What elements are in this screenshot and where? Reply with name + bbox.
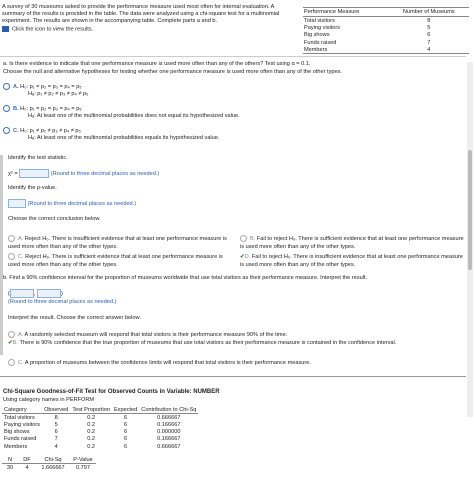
table-row xyxy=(2,414,198,422)
cell: Funds raised xyxy=(4,436,37,443)
option-letter: A. xyxy=(18,332,24,338)
output-summary-header-row xyxy=(2,456,96,464)
cell: 0.2 xyxy=(87,421,96,428)
intro-text: A survey of 30 museums asked to provide the performance measure used most often for internal evaluation. A summary of the results is provided in the table. The data were analyzed using a chi-square test for a multinomial experiment. The results are shown in the accompanying table. Complete parts a and b. xyxy=(2,4,280,25)
table-row xyxy=(303,17,469,25)
output-header-row xyxy=(2,406,198,414)
option-a-ha: Hₐ: p₁ ≠ p₂ ≠ p₃ ≠ p₄ ≠ p₅ xyxy=(28,91,89,97)
option-letter: A. xyxy=(18,236,24,242)
header-df: DF xyxy=(18,456,36,464)
radio-c[interactable] xyxy=(8,359,15,366)
cell: Total visitors xyxy=(4,414,35,421)
option-text: A proportion of museums between the confidence limits will respond that total visitors is their performance measure. xyxy=(24,360,311,366)
radio-c[interactable] xyxy=(8,253,15,260)
hypothesis-option-a[interactable] xyxy=(3,83,82,90)
output-summary-table xyxy=(2,456,96,471)
option-letter: D. xyxy=(244,254,251,260)
cell: 8 xyxy=(54,414,58,421)
cell: Big shows xyxy=(304,32,330,39)
chi-square-row xyxy=(8,169,159,178)
test-stat-label: Identify the test statistic. xyxy=(8,155,68,161)
option-letter: A. xyxy=(13,83,19,90)
cell: 8 xyxy=(427,17,431,24)
cell: 0.666667 xyxy=(157,414,181,421)
divider xyxy=(0,376,466,377)
hypotheses-instruction: Choose the null and alternative hypotheses for testing whether one performance measure is used more often than any of the other types. xyxy=(3,69,342,75)
conclusion-label: Choose the correct conclusion below. xyxy=(8,216,101,222)
table-row xyxy=(2,443,198,450)
cell: Paying visitors xyxy=(4,421,41,428)
conclusion-option-b[interactable] xyxy=(240,235,466,251)
scrollbar-thumb[interactable] xyxy=(468,150,472,270)
round-hint: (Round to three decimal places as needed.) xyxy=(27,200,137,207)
cell: 6 xyxy=(124,443,128,450)
option-h0: H₀: p₁ ≠ p₂ ≠ p₃ ≠ p₄ ≠ p₅ xyxy=(20,127,81,134)
radio-b[interactable] xyxy=(3,105,10,112)
problem-intro xyxy=(2,4,292,33)
option-letter: B. xyxy=(13,105,19,112)
cell: 0.2 xyxy=(87,414,96,421)
radio-a[interactable] xyxy=(3,83,10,90)
round-hint: (Round to three decimal places as needed.) xyxy=(50,170,160,177)
part-b-question: b. Find a 90% confidence interval for the proportion of museums worldwide that use total visitors as their performance measure. Interpret the result. xyxy=(3,275,368,281)
correct-check-icon: ✔ xyxy=(8,340,13,346)
output-subtitle: Using category names in PERFORM xyxy=(3,397,95,403)
option-text: There is 90% confidence that the true proportion of museums that use total visitors as their performance measure is contained in the confidence interval. xyxy=(19,340,397,346)
cell: 6 xyxy=(124,421,128,428)
chi-label: χ² = xyxy=(8,170,18,177)
option-c-ha: Hₐ: At least one of the multinomial probabilities equals its hypothesized value. xyxy=(28,135,220,141)
pvalue-input[interactable] xyxy=(8,199,26,208)
option-b-ha: Hₐ: At least one of the multinomial probabilities does not equal its hypothesized value. xyxy=(28,113,240,119)
hypothesis-option-b[interactable] xyxy=(3,105,82,112)
table-row xyxy=(303,39,469,46)
table-row xyxy=(303,24,469,31)
header-observed: Observed xyxy=(44,406,69,413)
cell: 7 xyxy=(427,39,431,46)
option-text: Reject H₀. There is insufficient evidence that at least one performance measure is used more often than any of the other types. xyxy=(8,236,227,250)
cell: 0.2 xyxy=(87,443,96,450)
interval-round-hint: (Round to three decimal places as needed.) xyxy=(8,299,117,305)
conclusion-option-a[interactable] xyxy=(8,235,236,251)
header-count: Number of Museums xyxy=(389,8,469,17)
interval-upper-input[interactable] xyxy=(37,289,61,298)
summary-table xyxy=(303,7,469,54)
header-category: Category xyxy=(2,406,42,414)
cell: Members xyxy=(303,46,389,54)
table-row xyxy=(2,464,96,472)
cell: 0.2 xyxy=(87,436,96,443)
header-test-proportion: Test Proportion xyxy=(72,406,110,413)
header-n: N xyxy=(2,456,18,464)
cell: 6 xyxy=(427,32,431,39)
option-text: A randomly selected museum will respond that total visitors is their performance measure 90% of the time. xyxy=(24,332,288,338)
option-h0: H₀: p₁ = p₂ = p₃ = p₄ = p₅ xyxy=(20,83,82,90)
conclusion-option-d[interactable] xyxy=(240,253,466,269)
table-row xyxy=(303,46,469,54)
cell: 0.666667 xyxy=(157,443,181,450)
cell: 0.166667 xyxy=(157,421,181,428)
conclusion-option-c[interactable] xyxy=(8,253,236,269)
cell: 0.797 xyxy=(76,464,90,471)
option-h0: H₀: p₁ = p₂ = p₃ = p₄ = p₅ xyxy=(20,105,82,112)
cell: 6 xyxy=(54,429,58,436)
cell: 7 xyxy=(54,436,58,443)
table-row xyxy=(2,429,198,436)
option-letter: C. xyxy=(13,127,19,134)
interpret-option-c[interactable] xyxy=(8,359,463,367)
divider xyxy=(0,56,466,57)
radio-a[interactable] xyxy=(8,235,15,242)
data-table-icon[interactable] xyxy=(2,26,9,32)
cell: 6 xyxy=(124,414,128,421)
table-row xyxy=(2,436,198,443)
output-table xyxy=(2,406,198,450)
header-contribution: Contribution to Chi-Sq xyxy=(141,406,197,413)
option-letter: C. xyxy=(18,254,24,260)
cell: 5 xyxy=(427,24,431,31)
part-a-question: a. Is there evidence to indicate that one performance measure is used more often than any of the others? Test using α = 0.1. xyxy=(3,61,311,67)
cell: Big shows xyxy=(4,429,30,436)
radio-c[interactable] xyxy=(3,127,10,134)
interval-lower-input[interactable] xyxy=(10,289,34,298)
interpret-option-a[interactable] xyxy=(8,331,463,339)
cell: 6 xyxy=(124,436,128,443)
option-letter: C. xyxy=(18,360,24,366)
interpret-label: Interpret the result. Choose the correct answer below. xyxy=(8,315,141,321)
cell: Members xyxy=(4,443,28,450)
table-row xyxy=(303,32,469,39)
cell: 0.166667 xyxy=(157,436,181,443)
radio-a[interactable] xyxy=(8,331,15,338)
interpret-option-b[interactable] xyxy=(8,339,463,347)
option-letter: B. xyxy=(12,340,18,346)
cell: Total visitors xyxy=(304,17,335,24)
cell: Paying visitors xyxy=(304,24,341,31)
option-text: Fail to reject H₀. There is sufficient evidence that at least one performance measure is used more often than any of the other types. xyxy=(240,236,464,250)
header-expected: Expected xyxy=(113,406,138,413)
chi-square-input[interactable] xyxy=(19,169,49,178)
cell: 6 xyxy=(124,429,128,436)
cell: 1.666667 xyxy=(41,464,65,471)
pvalue-label: Identify the p-value. xyxy=(8,185,57,191)
click-icon-text: Click the icon to view the results. xyxy=(12,26,94,33)
output-title: Chi-Square Goodness-of-Fit Test for Observed Counts in Variable: NUMBER xyxy=(3,389,220,395)
header-measure: Performance Measure xyxy=(303,8,389,17)
cell: Funds raised xyxy=(304,39,337,46)
cell: 0.000000 xyxy=(157,429,181,436)
cell: 30 xyxy=(6,464,14,471)
cell: 4 xyxy=(389,46,469,54)
table-row xyxy=(2,421,198,428)
cell: 4 xyxy=(25,464,29,471)
option-text: Fail to reject H₀. There is insufficient evidence that at least one performance measure is used more often than any of the other types. xyxy=(240,254,463,268)
radio-b[interactable] xyxy=(240,235,247,242)
correct-check-icon: ✔ xyxy=(240,254,245,260)
pvalue-row xyxy=(8,199,136,208)
cell: 5 xyxy=(54,421,58,428)
header-pvalue: P-Value xyxy=(70,456,96,464)
cell: 4 xyxy=(54,443,58,450)
option-letter: B. xyxy=(250,236,256,242)
interval-row: , ) xyxy=(8,289,63,298)
header-chisq: Chi-Sq xyxy=(36,456,70,464)
option-text: Reject H₀. There is sufficient evidence that at least one performance measure is used more often than any of the other types. xyxy=(8,254,223,268)
summary-header-row xyxy=(303,8,469,17)
cell: 0.2 xyxy=(87,429,96,436)
hypothesis-option-c[interactable] xyxy=(3,127,81,134)
